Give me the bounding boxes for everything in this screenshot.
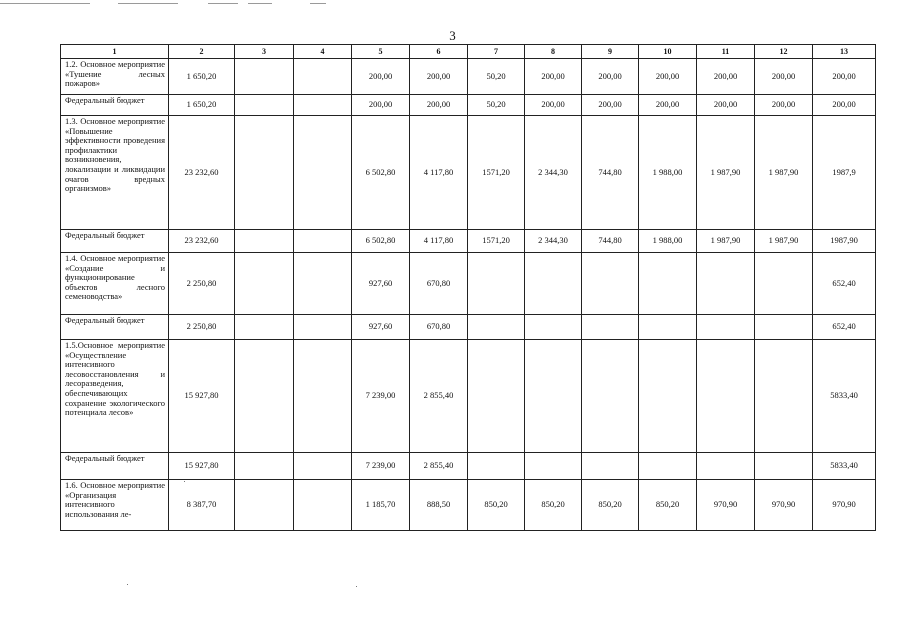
table-cell: 200,00: [410, 59, 468, 95]
table-cell: 2 250,80: [169, 253, 235, 315]
table-cell: 5833,40: [813, 453, 876, 480]
table-cell: [468, 340, 525, 453]
row-label: 1.2. Основное мероприятие «Тушение лесных пожаров»: [61, 59, 169, 95]
table-cell: [639, 315, 697, 340]
scan-artifact: [118, 3, 178, 4]
table-row: [61, 340, 876, 453]
table-cell: 1 185,70: [352, 480, 410, 531]
column-header: 2: [169, 45, 235, 59]
header-row: [61, 45, 876, 59]
table-cell: [639, 253, 697, 315]
table-cell: 200,00: [755, 95, 813, 116]
column-header: 11: [697, 45, 755, 59]
table-cell: 652,40: [813, 253, 876, 315]
table-cell: [468, 315, 525, 340]
row-label: 1.4. Основное мероприятие «Создание и функционирование объектов лесного семеноводства»: [61, 253, 169, 315]
table-cell: 1571,20: [468, 116, 525, 230]
scan-artifact: [310, 3, 326, 4]
column-header: 3: [235, 45, 294, 59]
table-cell: [582, 253, 639, 315]
table-cell: [235, 453, 294, 480]
table-cell: [755, 253, 813, 315]
table-cell: 1 987,90: [697, 116, 755, 230]
table-cell: 200,00: [525, 95, 582, 116]
table-cell: 1 988,00: [639, 116, 697, 230]
table-cell: [294, 453, 352, 480]
row-label: Федеральный бюджет: [61, 230, 169, 253]
row-label: Федеральный бюджет: [61, 315, 169, 340]
row-label: 1.5.Основное мероприятие «Осуществление интенсивного лесовосстановления и лесоразведения, обеспечивающих сохранение экологического потенциала лесов»: [61, 340, 169, 453]
table-cell: 970,90: [755, 480, 813, 531]
column-header: 9: [582, 45, 639, 59]
table-cell: [697, 253, 755, 315]
column-header: 5: [352, 45, 410, 59]
budget-table: [60, 44, 876, 531]
table-cell: [525, 453, 582, 480]
table-cell: 1 987,90: [755, 230, 813, 253]
table-cell: 200,00: [697, 95, 755, 116]
table-cell: [294, 59, 352, 95]
table-cell: [294, 253, 352, 315]
table-cell: [294, 230, 352, 253]
row-label: 1.3. Основное мероприятие «Повышение эффективности проведения профилактики возникновения, локализации и ликвидации очагов вредных организмов»: [61, 116, 169, 230]
table-cell: 200,00: [352, 59, 410, 95]
table-cell: [294, 340, 352, 453]
table-cell: 670,80: [410, 253, 468, 315]
table-cell: 850,20: [639, 480, 697, 531]
table-cell: 1 988,00: [639, 230, 697, 253]
table-row: [61, 230, 876, 253]
column-header: 8: [525, 45, 582, 59]
table-cell: [235, 480, 294, 531]
table-cell: 6 502,80: [352, 116, 410, 230]
table-cell: 200,00: [813, 59, 876, 95]
table-cell: 2 250,80: [169, 315, 235, 340]
table-cell: [294, 315, 352, 340]
table-cell: [582, 340, 639, 453]
row-label: Федеральный бюджет: [61, 95, 169, 116]
table-cell: 2 344,30: [525, 230, 582, 253]
table-cell: 200,00: [639, 59, 697, 95]
table-cell: 15 927,80: [169, 453, 235, 480]
table-cell: 200,00: [582, 59, 639, 95]
table-cell: 850,20: [468, 480, 525, 531]
page-number: 3: [449, 28, 456, 43]
table-cell: 6 502,80: [352, 230, 410, 253]
table-cell: 15 927,80: [169, 340, 235, 453]
table-cell: [468, 453, 525, 480]
table-cell: [235, 230, 294, 253]
table-row: [61, 480, 876, 531]
table-cell: 2 855,40: [410, 453, 468, 480]
table-cell: [755, 315, 813, 340]
table-cell: 888,50: [410, 480, 468, 531]
column-header: 7: [468, 45, 525, 59]
table-cell: 970,90: [813, 480, 876, 531]
scan-speck: [184, 481, 185, 482]
table-cell: [235, 315, 294, 340]
table-cell: 970,90: [697, 480, 755, 531]
scan-artifact: [208, 3, 238, 4]
table-cell: 2 344,30: [525, 116, 582, 230]
table-cell: 200,00: [352, 95, 410, 116]
table-cell: [294, 480, 352, 531]
table-cell: [582, 315, 639, 340]
table-cell: 1 650,20: [169, 59, 235, 95]
table-row: [61, 315, 876, 340]
row-label: 1.6. Основное мероприятие «Организация интенсивного использования ле-: [61, 480, 169, 531]
table-cell: 744,80: [582, 116, 639, 230]
table-row: [61, 116, 876, 230]
table-cell: [235, 95, 294, 116]
table-cell: 200,00: [813, 95, 876, 116]
table-cell: 1 987,90: [697, 230, 755, 253]
table-cell: 2 855,40: [410, 340, 468, 453]
table-cell: 200,00: [639, 95, 697, 116]
table-cell: 1987,9: [813, 116, 876, 230]
table-cell: 200,00: [755, 59, 813, 95]
table-cell: [697, 453, 755, 480]
row-label: Федеральный бюджет: [61, 453, 169, 480]
table-cell: 200,00: [582, 95, 639, 116]
table-cell: 927,60: [352, 253, 410, 315]
table-cell: 1987,90: [813, 230, 876, 253]
table-cell: 4 117,80: [410, 116, 468, 230]
table-cell: [294, 116, 352, 230]
table-cell: 4 117,80: [410, 230, 468, 253]
table-cell: 670,80: [410, 315, 468, 340]
column-header: 4: [294, 45, 352, 59]
scan-artifact: [0, 3, 90, 4]
column-header: 1: [61, 45, 169, 59]
table-cell: 8 387,70: [169, 480, 235, 531]
table-row: [61, 59, 876, 95]
table-cell: [525, 253, 582, 315]
table-cell: [582, 453, 639, 480]
table-cell: 23 232,60: [169, 116, 235, 230]
table-cell: 5833,40: [813, 340, 876, 453]
table-cell: 50,20: [468, 59, 525, 95]
table-row: [61, 253, 876, 315]
table-cell: [639, 340, 697, 453]
table-cell: [755, 340, 813, 453]
table-cell: 7 239,00: [352, 340, 410, 453]
table-cell: [697, 340, 755, 453]
table-cell: 7 239,00: [352, 453, 410, 480]
table-cell: 652,40: [813, 315, 876, 340]
table-cell: 1571,20: [468, 230, 525, 253]
scan-speck: [127, 584, 128, 585]
scan-artifact: [248, 3, 272, 4]
table-cell: [755, 453, 813, 480]
table-cell: 50,20: [468, 95, 525, 116]
table-cell: 1 650,20: [169, 95, 235, 116]
scan-speck: [356, 586, 357, 587]
table-row: [61, 453, 876, 480]
table-cell: 927,60: [352, 315, 410, 340]
table-cell: 200,00: [697, 59, 755, 95]
table-cell: [235, 116, 294, 230]
table-cell: 850,20: [525, 480, 582, 531]
table-cell: [235, 340, 294, 453]
table-row: [61, 95, 876, 116]
column-header: 10: [639, 45, 697, 59]
table-cell: 850,20: [582, 480, 639, 531]
table-cell: 744,80: [582, 230, 639, 253]
table-cell: [697, 315, 755, 340]
table-cell: 200,00: [525, 59, 582, 95]
column-header: 12: [755, 45, 813, 59]
table-cell: 1 987,90: [755, 116, 813, 230]
column-header: 13: [813, 45, 876, 59]
table-cell: [294, 95, 352, 116]
table-cell: 200,00: [410, 95, 468, 116]
table-cell: 23 232,60: [169, 230, 235, 253]
table-cell: [235, 253, 294, 315]
table-cell: [235, 59, 294, 95]
table-cell: [468, 253, 525, 315]
table-cell: [525, 315, 582, 340]
table-cell: [639, 453, 697, 480]
column-header: 6: [410, 45, 468, 59]
table-cell: [525, 340, 582, 453]
